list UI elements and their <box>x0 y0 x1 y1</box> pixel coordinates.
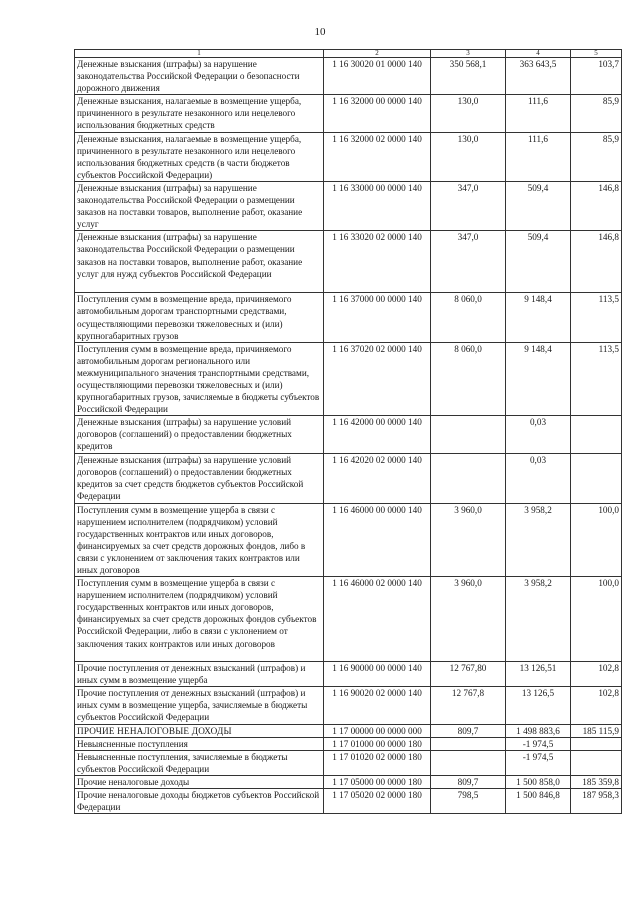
execution-percent-cell: 187 958,3 <box>571 789 622 814</box>
revenue-name-cell: Невыясненные поступления, зачисляемые в бюджеты субъектов Российской Федерации <box>75 750 324 775</box>
plan-amount-cell: 3 960,0 <box>431 577 506 662</box>
budget-code-cell: 1 17 05020 02 0000 180 <box>324 789 431 814</box>
budget-code-cell: 1 16 33000 00 0000 140 <box>324 181 431 230</box>
table-row <box>75 577 622 662</box>
actual-amount-cell: 3 958,2 <box>506 503 571 577</box>
execution-percent-cell: 185 359,8 <box>571 775 622 788</box>
revenue-name-cell: ПРОЧИЕ НЕНАЛОГОВЫЕ ДОХОДЫ <box>75 724 324 737</box>
revenue-name-cell: Поступления сумм в возмещение вреда, причиняемого автомобильным дорогам регионального или межмуниципального значения транспортными средствами, осуществляющими перевозки тяжеловесных и (или) крупногабаритных грузов, зачисляемые в бюджеты субъектов Российской Федерации <box>75 342 324 416</box>
table-row <box>75 789 622 814</box>
budget-code-cell: 1 17 01000 00 0000 180 <box>324 737 431 750</box>
execution-percent-cell <box>571 453 622 503</box>
plan-amount-cell: 3 960,0 <box>431 503 506 577</box>
table-row <box>75 132 622 181</box>
actual-amount-cell: 363 643,5 <box>506 58 571 95</box>
revenue-name-cell: Денежные взыскания (штрафы) за нарушение законодательства Российской Федерации о безопасности дорожного движения <box>75 58 324 95</box>
plan-amount-cell: 350 568,1 <box>431 58 506 95</box>
execution-percent-cell: 146,8 <box>571 181 622 230</box>
revenue-name-cell: Прочие неналоговые доходы бюджетов субъектов Российской Федерации <box>75 789 324 814</box>
budget-code-cell: 1 16 33020 02 0000 140 <box>324 231 431 293</box>
budget-code-cell: 1 16 37020 02 0000 140 <box>324 342 431 416</box>
page-number: 10 <box>314 26 326 38</box>
actual-amount-cell: 111,6 <box>506 132 571 181</box>
revenue-name-cell: Денежные взыскания (штрафы) за нарушение законодательства Российской Федерации о размещении заказов на поставки товаров, выполнение работ, оказание услуг для нужд субъектов Российской Федерации <box>75 231 324 293</box>
revenue-name-cell: Прочие неналоговые доходы <box>75 775 324 788</box>
revenue-name-cell: Денежные взыскания (штрафы) за нарушение условий договоров (соглашений) о предоставлении бюджетных кредитов за счет средств бюджетов субъектов Российской Федерации <box>75 453 324 503</box>
actual-amount-cell: 111,6 <box>506 95 571 132</box>
column-number-row <box>75 50 622 58</box>
execution-percent-cell: 85,9 <box>571 132 622 181</box>
plan-amount-cell: 809,7 <box>431 775 506 788</box>
revenue-name-cell: Поступления сумм в возмещение ущерба в связи с нарушением исполнителем (подрядчиком) условий государственных контрактов или иных договоров, финансируемых за счет средств дорожных фондов, либо в связи с уклонением от заключения таких контрактов или иных договоров <box>75 503 324 577</box>
budget-code-cell: 1 16 90020 02 0000 140 <box>324 687 431 724</box>
budget-code-cell: 1 16 46000 02 0000 140 <box>324 577 431 662</box>
actual-amount-cell: 1 500 858,0 <box>506 775 571 788</box>
actual-amount-cell: 9 148,4 <box>506 342 571 416</box>
table-row <box>75 293 622 342</box>
actual-amount-cell: 13 126,5 <box>506 687 571 724</box>
plan-amount-cell: 130,0 <box>431 132 506 181</box>
table-row <box>75 231 622 293</box>
budget-code-cell: 1 17 05000 00 0000 180 <box>324 775 431 788</box>
execution-percent-cell: 85,9 <box>571 95 622 132</box>
table-row <box>75 662 622 687</box>
revenue-name-cell: Прочие поступления от денежных взысканий (штрафов) и иных сумм в возмещение ущерба <box>75 662 324 687</box>
plan-amount-cell: 12 767,80 <box>431 662 506 687</box>
actual-amount-cell: 9 148,4 <box>506 293 571 342</box>
actual-amount-cell: -1 974,5 <box>506 750 571 775</box>
revenue-name-cell: Денежные взыскания (штрафы) за нарушение законодательства Российской Федерации о размещении заказов на поставки товаров, выполнение работ, оказание услуг <box>75 181 324 230</box>
execution-percent-cell: 185 115,9 <box>571 724 622 737</box>
execution-percent-cell: 146,8 <box>571 231 622 293</box>
table-row <box>75 687 622 724</box>
execution-percent-cell: 102,8 <box>571 662 622 687</box>
plan-amount-cell <box>431 737 506 750</box>
budget-code-cell: 1 16 42000 00 0000 140 <box>324 416 431 453</box>
execution-percent-cell: 103,7 <box>571 58 622 95</box>
revenue-table <box>74 49 622 814</box>
table-row <box>75 58 622 95</box>
table-row <box>75 181 622 230</box>
actual-amount-cell: 0,03 <box>506 453 571 503</box>
revenue-name-cell: Поступления сумм в возмещение вреда, причиняемого автомобильным дорогам транспортными средствами, осуществляющими перевозки тяжеловесных и (или) крупногабаритных грузов <box>75 293 324 342</box>
budget-code-cell: 1 16 32000 02 0000 140 <box>324 132 431 181</box>
actual-amount-cell: 509,4 <box>506 181 571 230</box>
budget-code-cell: 1 16 46000 00 0000 140 <box>324 503 431 577</box>
table-row <box>75 503 622 577</box>
column-number: 2 <box>324 50 431 58</box>
execution-percent-cell: 113,5 <box>571 342 622 416</box>
actual-amount-cell: 1 500 846,8 <box>506 789 571 814</box>
column-number: 5 <box>571 50 622 58</box>
plan-amount-cell: 809,7 <box>431 724 506 737</box>
plan-amount-cell: 12 767,8 <box>431 687 506 724</box>
execution-percent-cell: 100,0 <box>571 577 622 662</box>
plan-amount-cell <box>431 750 506 775</box>
plan-amount-cell: 8 060,0 <box>431 342 506 416</box>
execution-percent-cell <box>571 416 622 453</box>
execution-percent-cell: 113,5 <box>571 293 622 342</box>
revenue-name-cell: Поступления сумм в возмещение ущерба в связи с нарушением исполнителем (подрядчиком) условий государственных контрактов или иных договоров, финансируемых за счет средств дорожных фондов субъектов Российской Федерации, либо в связи с уклонением от заключения таких контрактов или иных договоров <box>75 577 324 662</box>
table-row <box>75 737 622 750</box>
actual-amount-cell: 1 498 883,6 <box>506 724 571 737</box>
revenue-name-cell: Денежные взыскания, налагаемые в возмещение ущерба, причиненного в результате незаконного или нецелевого использования бюджетных средств <box>75 95 324 132</box>
table-row <box>75 416 622 453</box>
plan-amount-cell: 798,5 <box>431 789 506 814</box>
revenue-name-cell: Денежные взыскания (штрафы) за нарушение условий договоров (соглашений) о предоставлении бюджетных кредитов <box>75 416 324 453</box>
execution-percent-cell: 100,0 <box>571 503 622 577</box>
plan-amount-cell <box>431 453 506 503</box>
plan-amount-cell: 8 060,0 <box>431 293 506 342</box>
actual-amount-cell: 13 126,51 <box>506 662 571 687</box>
column-number: 1 <box>75 50 324 58</box>
table-row <box>75 775 622 788</box>
actual-amount-cell: 509,4 <box>506 231 571 293</box>
plan-amount-cell: 130,0 <box>431 95 506 132</box>
column-number: 3 <box>431 50 506 58</box>
execution-percent-cell <box>571 737 622 750</box>
budget-code-cell: 1 16 30020 01 0000 140 <box>324 58 431 95</box>
actual-amount-cell: -1 974,5 <box>506 737 571 750</box>
execution-percent-cell <box>571 750 622 775</box>
table-row <box>75 453 622 503</box>
table-row <box>75 750 622 775</box>
execution-percent-cell: 102,8 <box>571 687 622 724</box>
budget-code-cell: 1 17 00000 00 0000 000 <box>324 724 431 737</box>
column-number: 4 <box>506 50 571 58</box>
revenue-name-cell: Прочие поступления от денежных взысканий (штрафов) и иных сумм в возмещение ущерба, зачисляемые в бюджеты субъектов Российской Федерации <box>75 687 324 724</box>
budget-code-cell: 1 17 01020 02 0000 180 <box>324 750 431 775</box>
budget-code-cell: 1 16 42020 02 0000 140 <box>324 453 431 503</box>
budget-code-cell: 1 16 32000 00 0000 140 <box>324 95 431 132</box>
actual-amount-cell: 3 958,2 <box>506 577 571 662</box>
plan-amount-cell <box>431 416 506 453</box>
table-row <box>75 724 622 737</box>
plan-amount-cell: 347,0 <box>431 231 506 293</box>
revenue-name-cell: Денежные взыскания, налагаемые в возмещение ущерба, причиненного в результате незаконного или нецелевого использования бюджетных средств (в части бюджетов субъектов Российской Федерации) <box>75 132 324 181</box>
plan-amount-cell: 347,0 <box>431 181 506 230</box>
budget-code-cell: 1 16 37000 00 0000 140 <box>324 293 431 342</box>
revenue-name-cell: Невыясненные поступления <box>75 737 324 750</box>
budget-code-cell: 1 16 90000 00 0000 140 <box>324 662 431 687</box>
table-row <box>75 342 622 416</box>
actual-amount-cell: 0,03 <box>506 416 571 453</box>
table-row <box>75 95 622 132</box>
